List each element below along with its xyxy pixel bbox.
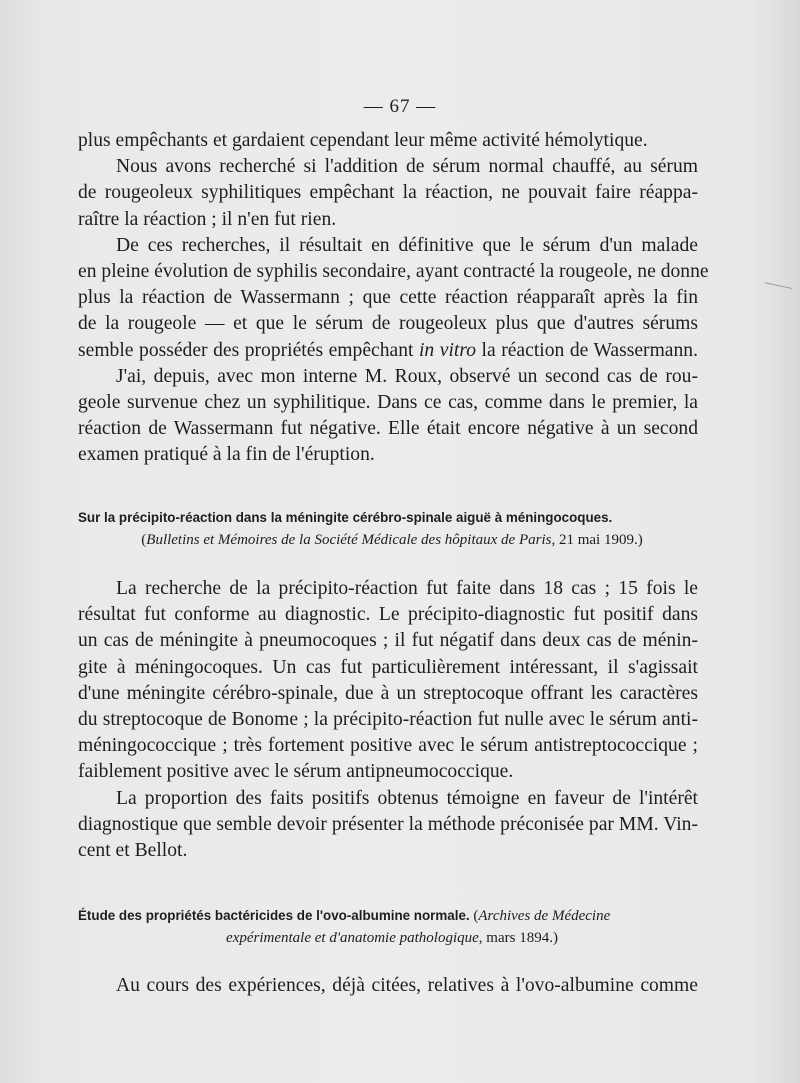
paragraph-line: Nous avons recherché si l'addition de sérum normal chauffé, au sérum xyxy=(116,156,698,178)
paragraph-line: du streptocoque de Bonome ; la précipito-réaction fut nulle avec le sérum anti- xyxy=(78,709,698,731)
paragraph-line: cent et Bellot. xyxy=(78,840,188,862)
paragraph-line: La recherche de la précipito-réaction fut faite dans 18 cas ; 15 fois le xyxy=(116,578,698,599)
scan-artifact xyxy=(764,282,792,291)
paragraph-line: geole survenue chez un syphilitique. Dans ce cas, comme dans le premier, la xyxy=(78,392,698,414)
paragraph-line: un cas de méningite à pneumocoques ; il fut négatif dans deux cas de ménin- xyxy=(78,630,698,652)
heading-title-line xyxy=(78,905,706,927)
paragraph-line: de la rougeole — et que le sérum de rougeoleux plus que d'autres sérums xyxy=(78,313,698,335)
section-2-text xyxy=(78,576,698,864)
paragraph-line: J'ai, depuis, avec mon interne M. Roux, observé un second cas de rou- xyxy=(116,365,698,387)
ref-journal-cont: expérimentale et d'anatomie pathologique xyxy=(226,930,479,946)
heading-reference xyxy=(78,529,706,551)
italic-text: in vitro xyxy=(418,339,477,361)
section-heading-ovo-albumine xyxy=(78,905,706,949)
paragraph-line: Au cours des expériences, déjà citées, relatives à l'ovo-albumine comme xyxy=(116,975,698,996)
paragraph-line: d'une méningite cérébro-spinale, due à un streptocoque offrant les caractères xyxy=(78,682,698,704)
text-run: semble posséder des propriétés empêchant xyxy=(78,339,419,361)
page-number: — 67 — xyxy=(363,96,437,117)
paragraph-line xyxy=(78,338,698,364)
paragraph-line: gite à méningocoques. Un cas fut particulièrement intéressant, il s'agissait xyxy=(78,656,698,678)
ref-journal: Bulletins et Mémoires de la Société Médicale des hôpitaux de Paris xyxy=(146,532,552,548)
paragraph-line: diagnostique que semble devoir présenter la méthode préconisée par MM. Vin- xyxy=(78,813,698,835)
paragraph-line: réaction de Wassermann fut négative. Elle était encore négative à un second xyxy=(78,418,698,440)
paragraph-line: de rougeoleux syphilitiques empêchant la réaction, ne pouvait faire réappa- xyxy=(78,182,698,204)
paragraph-line: De ces recherches, il résultait en définitive que le sérum d'un malade xyxy=(116,234,698,256)
ref-paren: ( xyxy=(469,908,479,924)
paragraph-line: La proportion des faits positifs obtenus témoigne en faveur de l'intérêt xyxy=(116,787,698,809)
paragraph-line: plus la réaction de Wassermann ; que cette réaction réapparaît après la fin xyxy=(78,287,698,309)
paragraph-line: raître la réaction ; il n'en fut rien. xyxy=(78,208,337,230)
heading-title: Étude des propriétés bactéricides de l'ovo-albumine normale. xyxy=(78,908,470,923)
paragraph-line: méningococcique ; très fortement positive avec le sérum antistreptococcique ; xyxy=(78,735,698,757)
section-1-text xyxy=(78,128,709,469)
ref-date: , 21 mai 1909.) xyxy=(551,532,643,548)
paragraph-line: en pleine évolution de syphilis secondaire, ayant contracté la rougeole, ne donne xyxy=(78,261,709,283)
heading-title: Sur la précipito-réaction dans la méningite cérébro-spinale aiguë à méningocoques. xyxy=(78,510,613,525)
section-3-text xyxy=(78,973,698,999)
paragraph-line: examen pratiqué à la fin de l'éruption. xyxy=(78,444,375,466)
section-heading-precipito-reaction xyxy=(78,507,706,551)
paragraph-line: résultat fut conforme au diagnostic. Le précipito-diagnostic fut positif dans xyxy=(78,604,698,626)
ref-date: , mars 1894.) xyxy=(478,930,558,946)
text-run: la réaction de Wassermann. xyxy=(476,339,698,361)
paragraph-line: plus empêchants et gardaient cependant leur même activité hémolytique. xyxy=(78,130,648,151)
paragraph-line: faiblement positive avec le sérum antipneumococcique. xyxy=(78,761,514,783)
ref-journal: Archives de Médecine xyxy=(478,908,611,924)
heading-reference xyxy=(78,927,706,949)
ref-paren: ( xyxy=(141,532,147,548)
